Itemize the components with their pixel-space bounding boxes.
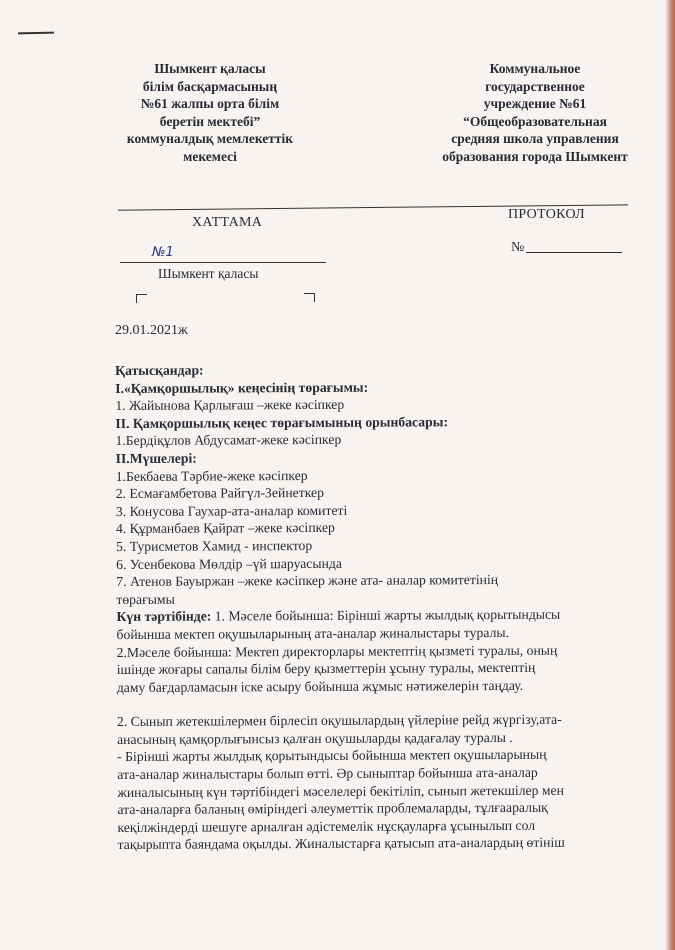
- members-heading: ІІ.Мүшелері:: [115, 450, 197, 466]
- header-left-line: коммуналдық мемлекеттік: [126, 131, 294, 146]
- header-right-line: учреждение №61: [483, 96, 587, 111]
- number-underline: [120, 262, 326, 263]
- number-label: №: [511, 240, 525, 255]
- document-date: 29.01.2021ж: [115, 323, 188, 338]
- city-name: Шымкент қаласы: [158, 266, 259, 281]
- member-entry: 2. Есмағамбетова Райгүл-Зейнеткер: [115, 485, 324, 502]
- agenda-line: бойынша мектеп оқушыларының ата-аналар жиналыстары туралы.: [116, 624, 510, 642]
- header-left-line: беретін мектебі”: [159, 113, 261, 129]
- corner-bracket-right: [304, 293, 315, 302]
- header-right-line: “Общеобразовательная: [463, 113, 607, 129]
- header-kazakh: [100, 60, 320, 165]
- deputy-entry: 1.Бердіқұлов Абдусамат-жеке кәсіпкер: [115, 432, 342, 449]
- agenda-line: даму бағдарламасын іске асыру бойынша жұмыс нәтижелерін таңдау.: [116, 677, 524, 695]
- page-edge: [665, 0, 675, 950]
- paragraph-line: тақырыпта баяндама оқылды. Жиналыстарға қатысып ата-аналардың өтініш: [117, 835, 565, 853]
- paragraph-line: - Бірінші жарты жылдық қорытындысы бойынша мектеп оқушыларының: [117, 747, 547, 765]
- paragraph-line: анасының қамқорлығынсыз қалған оқушыларды қадағалау туралы .: [117, 729, 513, 747]
- member-entry: 4. Құрманбаев Қайрат –жеке кәсіпкер: [115, 520, 335, 537]
- header-left-line: Шымкент қаласы: [154, 61, 266, 76]
- paragraph-line: 2. Сынып жетекшілермен бірлесіп оқушылардың үйлеріне рейд жүргізу,ата-: [116, 711, 562, 730]
- agenda-line: 2.Мәселе бойынша: Мектеп директорлары мектептің қызметі туралы, оның: [116, 642, 558, 660]
- header-left-line: мекемесі: [183, 148, 237, 164]
- participants-heading: Қатысқандар:: [115, 362, 204, 378]
- deputy-heading: ІІ. Қамқоршылық кеңес төрағымының орынбасары:: [115, 414, 449, 431]
- member-entry: 1.Бекбаева Тәрбие-жеке кәсіпкер: [115, 467, 308, 484]
- header-right-line: государственное: [485, 78, 585, 94]
- member-entry: 7. Атенов Бауыржан –жеке кәсіпкер және ата- аналар комитетінің: [116, 572, 499, 590]
- paragraph-line: кеқілжіндерді шешуге арналған әдістемелік нұсқауларға ұсынылып сол: [117, 817, 536, 835]
- paragraph-line: жиналысының күн тәртібіндегі мәселелері бекітіліп, сынып жетекшілер мен: [117, 782, 564, 800]
- header-right-line: образования города Шымкент: [442, 148, 628, 164]
- agenda-line: ішінде жоғары сапалы білім беру қызметтерін ұсыну туралы, мектептің: [116, 659, 536, 678]
- corner-bracket-left: [136, 294, 147, 303]
- member-entry: 5. Турисметов Хамид - инспектор: [116, 537, 313, 554]
- chair-entry: 1. Жайынова Қарлығаш –жеке кәсіпкер: [115, 396, 345, 414]
- member-entry: 3. Конусова Гаухар-ата-аналар комитеті: [115, 502, 348, 519]
- handwritten-number: №1: [152, 245, 174, 260]
- protocol-number-right: [511, 240, 622, 256]
- member-entry: 6. Усенбекова Мөлдір –үй шаруасында: [116, 555, 342, 572]
- doc-title-russian: ПРОТОКОЛ: [508, 207, 585, 222]
- chair-heading: І.«Қамқоршылық» кеңесінің төрағымы:: [115, 379, 369, 396]
- paragraph-line: ата-аналарға баланың өміріндегі әлеуметтік проблемаларды, тұлғааралық: [117, 799, 548, 818]
- header-russian: [415, 60, 655, 165]
- pen-mark: [18, 32, 54, 35]
- header-left-line: №61 жалпы орта білім: [140, 96, 280, 111]
- paragraph-line: ата-аналар жиналыстары болып өтті. Әр сыныптар бойынша ата-аналар: [117, 764, 538, 783]
- doc-title-kazakh: ХАТТАМА: [192, 215, 263, 230]
- document-body: [115, 342, 653, 854]
- header-right-line: средняя школа управления: [451, 131, 619, 146]
- agenda-item-1: 1. Мәселе бойынша: Бірінші жарты жылдық қорытындысы: [211, 606, 561, 624]
- header-left-line: білім басқармасының: [142, 78, 278, 94]
- agenda-label: Күн тәртібінде:: [116, 608, 212, 625]
- member-entry: төрағымы: [116, 591, 175, 607]
- header-right-line: Коммунальное: [489, 61, 581, 76]
- number-underline: [526, 252, 622, 253]
